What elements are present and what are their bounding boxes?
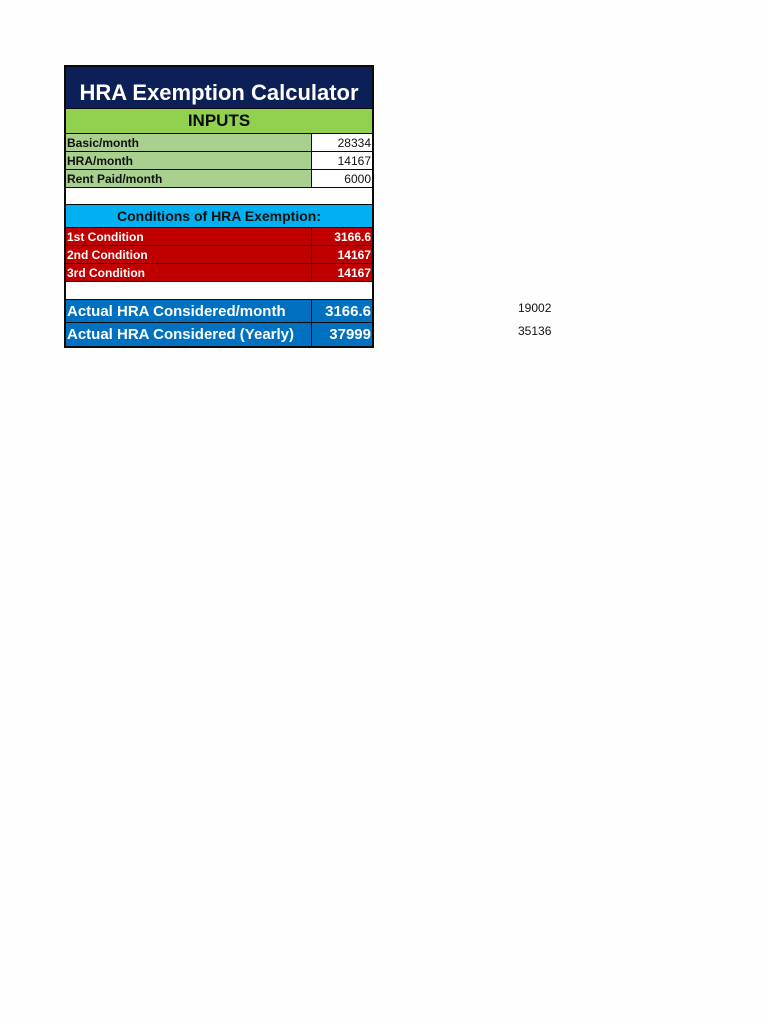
blank-row [66,188,372,205]
result-value: 3166.6 [312,300,372,322]
side-value-cell: 19002 [518,301,552,315]
condition-label: 1st Condition [66,228,312,245]
condition-row-1 [66,228,372,246]
basic-input-cell[interactable]: 28334 [312,134,372,151]
hra-input-cell[interactable]: 14167 [312,152,372,169]
input-label: HRA/month [66,152,312,169]
input-row-hra [66,152,372,170]
input-row-basic [66,134,372,152]
hra-calculator-table [64,65,374,348]
blank-row [66,282,372,300]
result-row-monthly [66,300,372,323]
condition-label: 3rd Condition [66,264,312,281]
calculator-title: HRA Exemption Calculator [66,67,372,109]
input-label: Rent Paid/month [66,170,312,187]
result-value: 37999 [312,323,372,346]
condition-row-3 [66,264,372,282]
inputs-header: INPUTS [66,109,372,134]
condition-value: 3166.6 [312,228,372,245]
input-label: Basic/month [66,134,312,151]
result-row-yearly [66,323,372,346]
condition-row-2 [66,246,372,264]
condition-value: 14167 [312,246,372,263]
condition-value: 14167 [312,264,372,281]
result-label: Actual HRA Considered (Yearly) [66,323,312,346]
side-value-cell: 35136 [518,324,552,338]
rent-input-cell[interactable]: 6000 [312,170,372,187]
input-row-rent [66,170,372,188]
condition-label: 2nd Condition [66,246,312,263]
result-label: Actual HRA Considered/month [66,300,312,322]
conditions-header: Conditions of HRA Exemption: [66,205,372,228]
